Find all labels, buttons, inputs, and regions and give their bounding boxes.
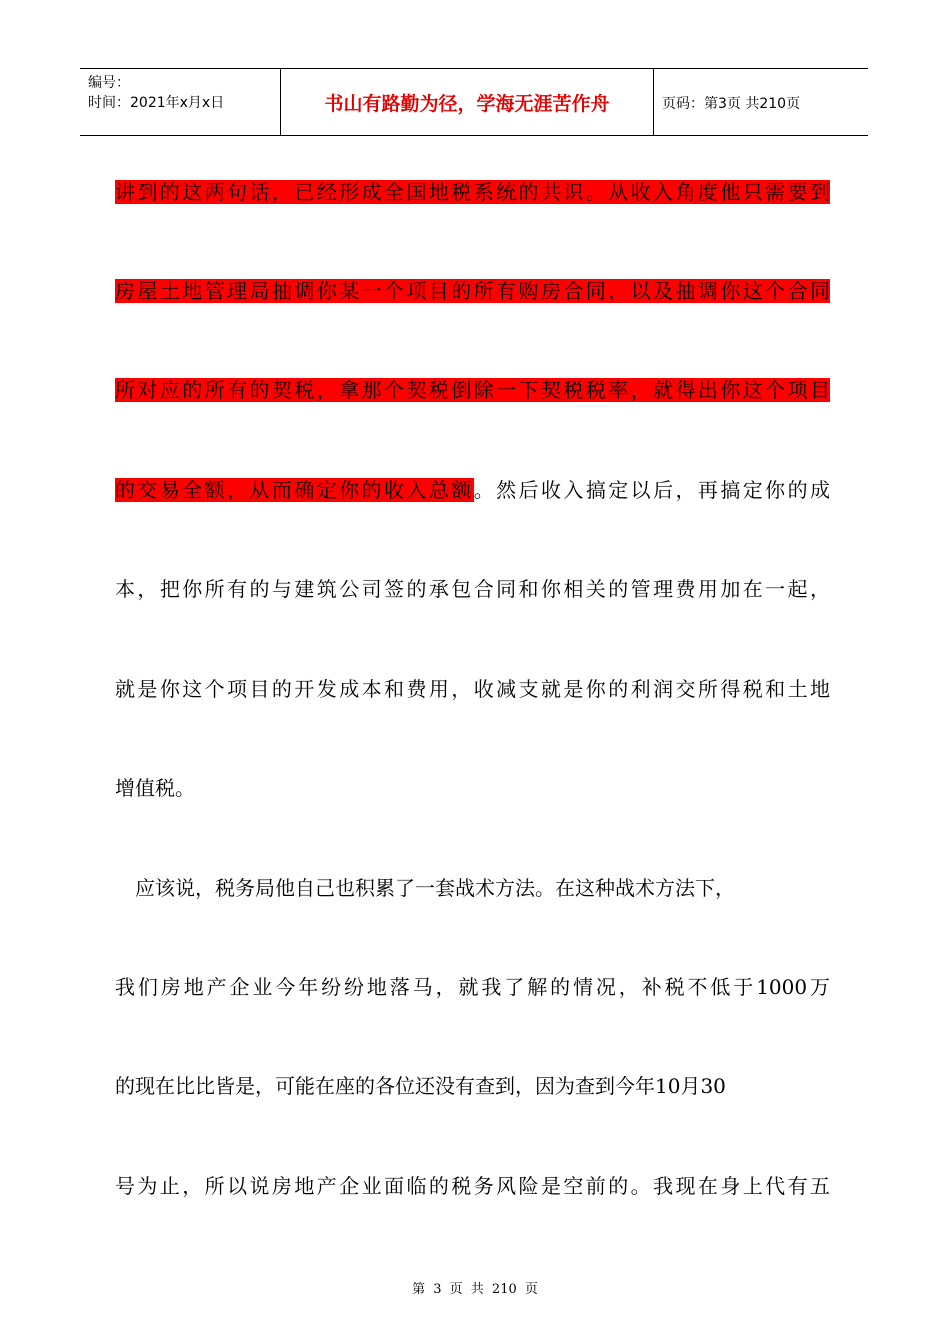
header-page-info: 页码：第3页 共210页 xyxy=(662,96,801,112)
plain-text: 号为止，所以说房地产企业面临的税务风险是空前的。我现在身上代有五 xyxy=(115,1174,830,1198)
header-time-label: 时间：2021年x月x日 xyxy=(88,95,225,111)
page-footer: 第 3 页 共 210 页 xyxy=(412,1282,538,1297)
text-line xyxy=(115,674,830,704)
text-line xyxy=(115,972,830,1002)
highlighted-text: 所对应的所有的契税，拿那个契税倒除一下契税税率，就得出你这个项目 xyxy=(115,378,830,402)
text-line xyxy=(115,375,830,405)
page-header xyxy=(80,68,868,136)
text-line xyxy=(115,1071,726,1101)
header-number-label: 编号： xyxy=(88,75,130,91)
highlighted-text: 的交易全额，从而确定你的收入总额 xyxy=(115,478,474,502)
plain-text: 的现在比比皆是，可能在座的各位还没有查到，因为查到今年10月30 xyxy=(115,1074,726,1098)
text-line xyxy=(115,773,195,803)
header-meta xyxy=(88,73,224,113)
plain-text: 本，把你所有的与建筑公司签的承包合同和你相关的管理费用加在一起， xyxy=(115,577,830,601)
plain-text: 应该说，税务局他自己也积累了一套战术方法。在这种战术方法下， xyxy=(115,876,735,900)
plain-text: 我们房地产企业今年纷纷地落马，就我了解的情况，补税不低于1000万 xyxy=(115,975,830,999)
text-line xyxy=(115,1171,830,1201)
text-line xyxy=(115,873,735,903)
text-line xyxy=(115,177,830,207)
plain-text: 。然后收入搞定以后，再搞定你的成 xyxy=(473,478,831,502)
text-line xyxy=(115,574,830,604)
plain-text: 增值税。 xyxy=(115,776,195,800)
header-divider-right xyxy=(653,69,654,135)
text-line xyxy=(115,475,830,505)
header-motto: 书山有路勤为径，学海无涯苦作舟 xyxy=(324,93,610,115)
plain-text: 就是你这个项目的开发成本和费用，收减支就是你的利润交所得税和土地 xyxy=(115,677,830,701)
highlighted-text: 讲到的这两句话，已经形成全国地税系统的共识。从收入角度他只需要到 xyxy=(115,180,830,204)
text-line xyxy=(115,276,830,306)
highlighted-text: 房屋土地管理局抽调你某一个项目的所有购房合同，以及抽调你这个合同 xyxy=(115,279,830,303)
